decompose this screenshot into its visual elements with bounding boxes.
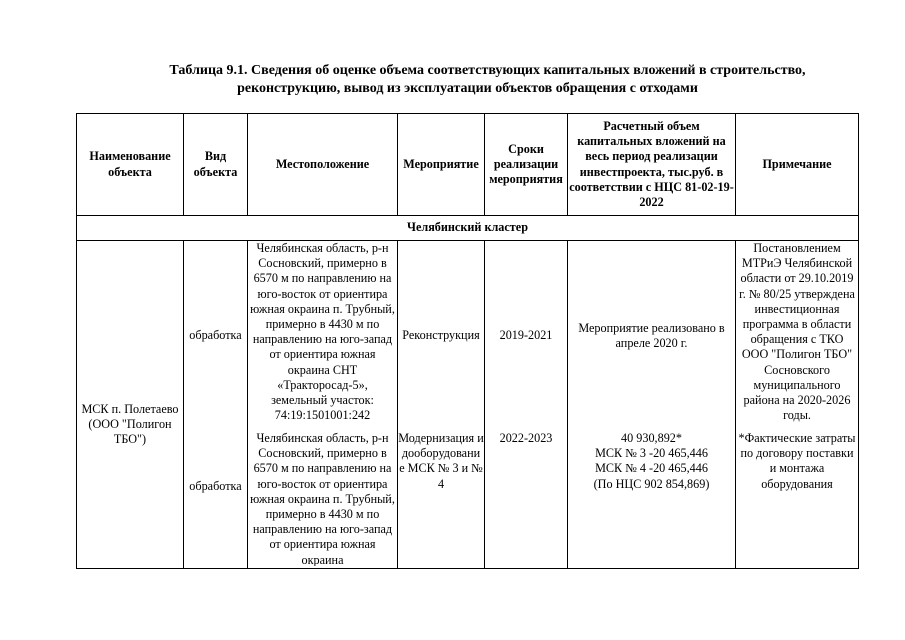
row-2-location: Челябинская область, р-н Сосновский, примерно в 6570 м по направлению на юго-восток от ориентира южная окраина п. Трубный, примерно в 4430 м по направлению на юго-запад от ориентира южная окраина [250,431,395,566]
row-1-period: 2019-2021 [499,328,553,343]
table-title-line-2: реконструкцию, вывод из эксплуатации объектов обращения с отходами [237,81,698,96]
column-header-name: Наименование объекта [77,114,184,216]
volume-cell [568,241,736,569]
cluster-row [77,216,859,241]
column-header-event: Мероприятие [398,114,485,216]
column-header-note: Примечание [736,114,859,216]
event-cell [398,241,485,569]
column-header-volume: Расчетный объем капитальных вложений на весь период реализации инвестпроекта, тыс.руб. в соответствии с НЦС 81-02-19-2022 [568,114,736,216]
column-header-period: Сроки реализации мероприятия [485,114,568,216]
row-2-period: 2022-2023 [499,431,553,445]
row-2-volume-ncs: (По НЦС 902 854,869) [593,476,710,491]
object-name: МСК п. Полетаево (ООО "Полигон ТБО") [81,401,179,447]
location-cell [248,241,398,569]
object-name-cell [77,241,184,569]
row-2-volume-total: 40 930,892* [621,431,682,445]
table-row [77,241,859,569]
note-cell [736,241,859,569]
row-1-volume: Мероприятие реализовано в апреле 2020 г. [578,320,725,350]
row-2-event: Модернизация и дооборудовани е МСК № 3 и № 4 [398,431,484,491]
row-2-note: *Фактические затраты по договору поставки и монтажа оборудования [738,431,856,491]
capital-investment-table [76,113,859,569]
row-2-volume-msk3: МСК № 3 -20 465,446 [595,446,708,461]
row-1-note: Постановлением МТРиЭ Челябинской области от 29.10.2019 г. № 80/25 утверждена инвестиционная программа в области обращения с ТКО ООО "Полигон ТБО" Сосновского муниципального района на 2020-2026 годы. [739,241,855,423]
table-title [0,62,905,98]
header-row [77,114,859,216]
row-2-volume [568,431,735,566]
column-header-type: Вид объекта [184,114,248,216]
column-header-location: Местоположение [248,114,398,216]
row-2-type: обработка [189,479,242,493]
period-cell [485,241,568,569]
row-2-volume-msk4: МСК № 4 -20 465,446 [595,461,708,476]
row-1-event: Реконструкция [402,328,480,343]
cluster-title: Челябинский кластер [77,216,859,241]
row-1-location: Челябинская область, р-н Сосновский, примерно в 6570 м по направлению на юго-восток от ориентира южная окраина п. Трубный, примерно в 4430 м по направлению на юго-запад от ориентира южная окраина СНТ «Тракторосад-5», земельный участок: 74:19:1501001:242 [250,241,395,423]
table-title-line-1: Таблица 9.1. Сведения об оценке объема соответствующих капитальных вложений в строительство, [169,63,806,78]
row-1-type: обработка [189,328,242,343]
type-cell [184,241,248,569]
